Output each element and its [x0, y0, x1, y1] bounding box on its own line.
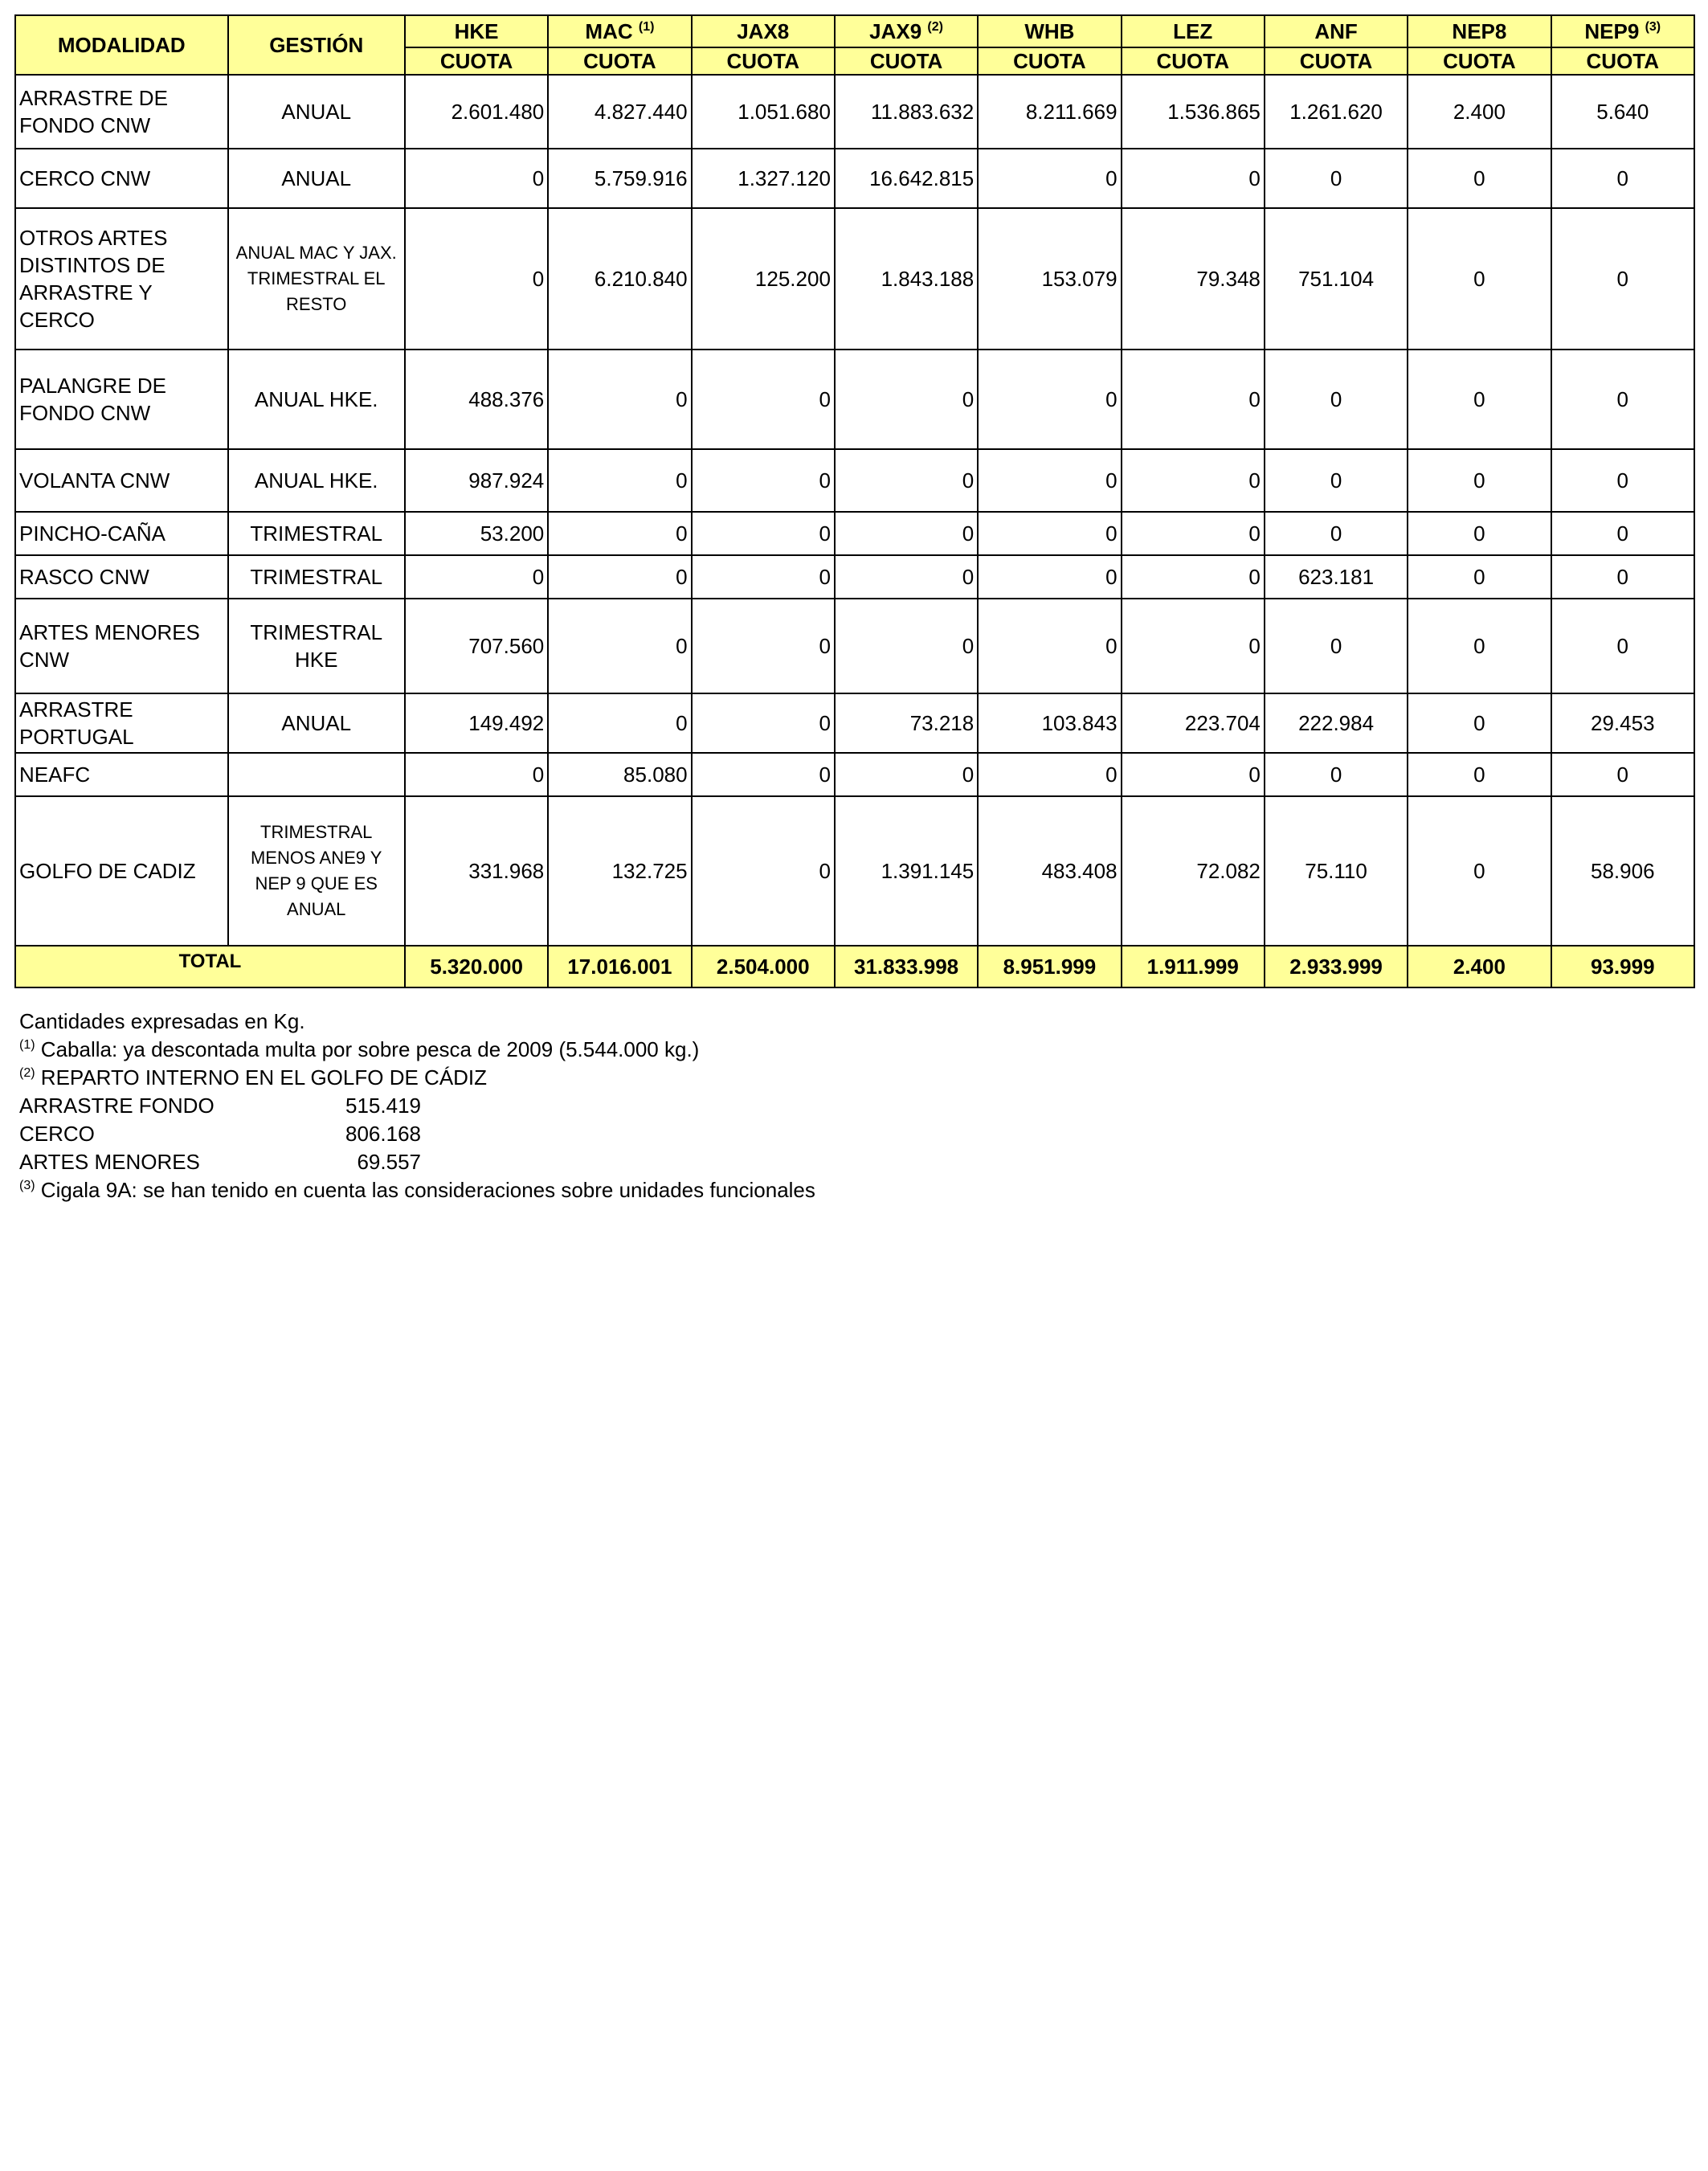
- quota-cell: 0: [1122, 449, 1265, 512]
- quota-cell: 0: [1265, 449, 1408, 512]
- modalidad-cell: VOLANTA CNW: [15, 449, 228, 512]
- quota-cell: 0: [1408, 512, 1551, 555]
- footnote-marker: (2): [927, 20, 943, 34]
- footnote-marker: (3): [19, 1179, 35, 1192]
- quota-cell: 0: [978, 149, 1121, 208]
- quota-cell: 0: [1551, 512, 1694, 555]
- quota-cell: 0: [692, 753, 835, 796]
- quota-cell: 1.327.120: [692, 149, 835, 208]
- quota-cell: 223.704: [1122, 693, 1265, 753]
- quota-cell: 0: [1408, 555, 1551, 599]
- quota-cell: 0: [1122, 350, 1265, 449]
- quota-cell: 0: [1551, 449, 1694, 512]
- quota-cell: 72.082: [1122, 796, 1265, 946]
- footnote-marker: (1): [638, 20, 655, 34]
- total-cell: 93.999: [1551, 946, 1694, 987]
- quota-cell: 16.642.815: [835, 149, 978, 208]
- footnote-1: [19, 1036, 815, 1064]
- quota-cell: 0: [978, 753, 1121, 796]
- quota-cell: 0: [405, 555, 548, 599]
- quota-cell: 53.200: [405, 512, 548, 555]
- total-cell: 5.320.000: [405, 946, 548, 987]
- quota-cell: 0: [1408, 599, 1551, 693]
- gestion-cell: ANUAL: [228, 149, 405, 208]
- table-body: [15, 15, 1694, 987]
- breakdown-value: 515.419: [345, 1094, 421, 1118]
- gestion-cell: [228, 753, 405, 796]
- table-row: [15, 693, 1694, 753]
- footnote-marker: (1): [19, 1038, 35, 1052]
- total-cell: 8.951.999: [978, 946, 1121, 987]
- quota-cell: 0: [978, 449, 1121, 512]
- quota-cell: 0: [1551, 149, 1694, 208]
- breakdown-label: ARTES MENORES: [19, 1150, 200, 1174]
- modalidad-header: MODALIDAD: [15, 15, 228, 75]
- quota-cell: 987.924: [405, 449, 548, 512]
- quota-cell: 0: [835, 350, 978, 449]
- table-row: [15, 555, 1694, 599]
- quota-cell: 0: [692, 796, 835, 946]
- total-row: [15, 946, 1694, 987]
- quota-cell: 0: [835, 599, 978, 693]
- gestion-header: GESTIÓN: [228, 15, 405, 75]
- quota-cell: 79.348: [1122, 208, 1265, 350]
- quota-table: [14, 14, 1695, 988]
- table-row: [15, 449, 1694, 512]
- units-note: Cantidades expresadas en Kg.: [19, 1009, 305, 1033]
- quota-cell: 103.843: [978, 693, 1121, 753]
- quota-cell: 0: [835, 555, 978, 599]
- modalidad-cell: GOLFO DE CADIZ: [15, 796, 228, 946]
- gestion-cell: TRIMESTRAL: [228, 512, 405, 555]
- quota-cell: 2.400: [1408, 75, 1551, 149]
- quota-cell: 0: [692, 693, 835, 753]
- modalidad-cell: PALANGRE DE FONDO CNW: [15, 350, 228, 449]
- quota-cell: 0: [1408, 208, 1551, 350]
- quota-cell: 0: [692, 555, 835, 599]
- quota-cell: 751.104: [1265, 208, 1408, 350]
- breakdown-row: [19, 1148, 815, 1176]
- quota-cell: 0: [835, 512, 978, 555]
- quota-cell: 0: [692, 449, 835, 512]
- table-row: [15, 149, 1694, 208]
- quota-cell: 0: [405, 753, 548, 796]
- quota-cell: 0: [548, 555, 691, 599]
- quota-cell: 623.181: [1265, 555, 1408, 599]
- quota-cell: 0: [548, 599, 691, 693]
- modalidad-cell: NEAFC: [15, 753, 228, 796]
- table-row: [15, 208, 1694, 350]
- quota-cell: 0: [1408, 350, 1551, 449]
- quota-cell: 0: [978, 350, 1121, 449]
- total-cell: 2.400: [1408, 946, 1551, 987]
- quota-cell: 2.601.480: [405, 75, 548, 149]
- gestion-cell: ANUAL HKE.: [228, 350, 405, 449]
- modalidad-cell: ARTES MENORES CNW: [15, 599, 228, 693]
- breakdown-value: 69.557: [357, 1150, 421, 1174]
- quota-cell: 0: [1408, 149, 1551, 208]
- gestion-cell: TRIMESTRAL HKE: [228, 599, 405, 693]
- quota-cell: 0: [1122, 512, 1265, 555]
- quota-cell: 1.391.145: [835, 796, 978, 946]
- quota-cell: 0: [1265, 350, 1408, 449]
- footnote-1-text: Caballa: ya descontada multa por sobre pesca de 2009 (5.544.000 kg.): [40, 1037, 700, 1061]
- quota-cell: 0: [692, 350, 835, 449]
- quota-cell: 132.725: [548, 796, 691, 946]
- cuota-header: CUOTA: [1122, 47, 1265, 75]
- total-cell: 17.016.001: [548, 946, 691, 987]
- quota-cell: 149.492: [405, 693, 548, 753]
- quota-cell: 0: [548, 350, 691, 449]
- species-header: NEP8: [1408, 15, 1551, 47]
- species-header: WHB: [978, 15, 1121, 47]
- quota-cell: 1.051.680: [692, 75, 835, 149]
- quota-cell: 0: [405, 149, 548, 208]
- footnote-3: [19, 1176, 815, 1204]
- cuota-header: CUOTA: [1265, 47, 1408, 75]
- cuota-header: CUOTA: [835, 47, 978, 75]
- quota-cell: 0: [1551, 350, 1694, 449]
- modalidad-cell: ARRASTRE DE FONDO CNW: [15, 75, 228, 149]
- quota-cell: 0: [835, 449, 978, 512]
- gestion-cell: TRIMESTRAL MENOS ANE9 Y NEP 9 QUE ES ANUAL: [228, 796, 405, 946]
- modalidad-cell: CERCO CNW: [15, 149, 228, 208]
- cuota-header: CUOTA: [1551, 47, 1694, 75]
- modalidad-cell: ARRASTRE PORTUGAL: [15, 693, 228, 753]
- quota-cell: 0: [1265, 599, 1408, 693]
- quota-cell: 1.843.188: [835, 208, 978, 350]
- quota-cell: 707.560: [405, 599, 548, 693]
- breakdown-label: ARRASTRE FONDO: [19, 1094, 215, 1118]
- quota-cell: 0: [1122, 555, 1265, 599]
- quota-cell: 0: [1551, 753, 1694, 796]
- total-cell: 31.833.998: [835, 946, 978, 987]
- quota-cell: 0: [1408, 449, 1551, 512]
- table-row: [15, 350, 1694, 449]
- quota-cell: 0: [1551, 208, 1694, 350]
- table-row: [15, 796, 1694, 946]
- table-row: [15, 512, 1694, 555]
- quota-cell: 483.408: [978, 796, 1121, 946]
- table-row: [15, 753, 1694, 796]
- quota-cell: 0: [692, 599, 835, 693]
- quota-cell: 222.984: [1265, 693, 1408, 753]
- quota-cell: 488.376: [405, 350, 548, 449]
- quota-cell: 0: [548, 693, 691, 753]
- quota-cell: 0: [405, 208, 548, 350]
- quota-cell: 5.640: [1551, 75, 1694, 149]
- cuota-header: CUOTA: [1408, 47, 1551, 75]
- species-header: ANF: [1265, 15, 1408, 47]
- quota-cell: 0: [548, 512, 691, 555]
- table-row: [15, 75, 1694, 149]
- cuota-header: CUOTA: [405, 47, 548, 75]
- breakdown-row: [19, 1120, 815, 1148]
- quota-cell: 0: [835, 753, 978, 796]
- modalidad-cell: OTROS ARTES DISTINTOS DE ARRASTRE Y CERCO: [15, 208, 228, 350]
- quota-cell: 0: [1551, 555, 1694, 599]
- breakdown-row: [19, 1092, 815, 1120]
- gestion-cell: TRIMESTRAL: [228, 555, 405, 599]
- quota-cell: 1.261.620: [1265, 75, 1408, 149]
- quota-cell: 0: [1122, 599, 1265, 693]
- footnote-3-text: Cigala 9A: se han tenido en cuenta las consideraciones sobre unidades funcionales: [40, 1178, 815, 1202]
- species-header: HKE: [405, 15, 548, 47]
- gestion-cell: ANUAL: [228, 693, 405, 753]
- quota-cell: 11.883.632: [835, 75, 978, 149]
- footnote-2: [19, 1064, 815, 1092]
- quota-cell: 0: [692, 512, 835, 555]
- footnote-2-text: REPARTO INTERNO EN EL GOLFO DE CÁDIZ: [40, 1065, 488, 1090]
- quota-cell: 0: [1408, 693, 1551, 753]
- cuota-header: CUOTA: [548, 47, 691, 75]
- quota-cell: 75.110: [1265, 796, 1408, 946]
- total-cell: 2.933.999: [1265, 946, 1408, 987]
- breakdown-value: 806.168: [345, 1122, 421, 1146]
- gestion-cell: ANUAL HKE.: [228, 449, 405, 512]
- quota-cell: 29.453: [1551, 693, 1694, 753]
- quota-cell: 0: [1265, 149, 1408, 208]
- species-header: LEZ: [1122, 15, 1265, 47]
- quota-cell: 0: [1551, 599, 1694, 693]
- quota-cell: 0: [1265, 753, 1408, 796]
- gestion-cell: ANUAL MAC Y JAX. TRIMESTRAL EL RESTO: [228, 208, 405, 350]
- quota-cell: 0: [548, 449, 691, 512]
- quota-cell: 0: [1408, 796, 1551, 946]
- quota-cell: 4.827.440: [548, 75, 691, 149]
- quota-cell: 0: [978, 555, 1121, 599]
- table-row: [15, 599, 1694, 693]
- species-header: MAC $^{(1)}$: [548, 15, 691, 47]
- footnote-marker: (3): [1645, 20, 1661, 34]
- header-row: [15, 15, 1694, 47]
- quota-cell: 0: [1408, 753, 1551, 796]
- cuota-header: CUOTA: [978, 47, 1121, 75]
- total-cell: 1.911.999: [1122, 946, 1265, 987]
- breakdown-label: CERCO: [19, 1122, 95, 1146]
- quota-cell: 331.968: [405, 796, 548, 946]
- quota-cell: 6.210.840: [548, 208, 691, 350]
- quota-cell: 153.079: [978, 208, 1121, 350]
- quota-cell: 8.211.669: [978, 75, 1121, 149]
- quota-cell: 1.536.865: [1122, 75, 1265, 149]
- modalidad-cell: RASCO CNW: [15, 555, 228, 599]
- species-header: JAX8: [692, 15, 835, 47]
- cuota-header: CUOTA: [692, 47, 835, 75]
- species-header: NEP9 $^{(3)}$: [1551, 15, 1694, 47]
- quota-cell: 58.906: [1551, 796, 1694, 946]
- quota-cell: 0: [1122, 149, 1265, 208]
- quota-cell: 73.218: [835, 693, 978, 753]
- quota-cell: 0: [1265, 512, 1408, 555]
- total-cell: 2.504.000: [692, 946, 835, 987]
- gestion-cell: ANUAL: [228, 75, 405, 149]
- quota-cell: 5.759.916: [548, 149, 691, 208]
- total-label: TOTAL: [15, 946, 405, 987]
- species-header: JAX9 $^{(2)}$: [835, 15, 978, 47]
- modalidad-cell: PINCHO-CAÑA: [15, 512, 228, 555]
- quota-cell: 0: [978, 512, 1121, 555]
- quota-cell: 125.200: [692, 208, 835, 350]
- gulf-breakdown: [19, 1092, 815, 1176]
- footnotes: [19, 1008, 815, 1204]
- quota-cell: 85.080: [548, 753, 691, 796]
- footnote-marker: (2): [19, 1066, 35, 1080]
- quota-cell: 0: [1122, 753, 1265, 796]
- quota-cell: 0: [978, 599, 1121, 693]
